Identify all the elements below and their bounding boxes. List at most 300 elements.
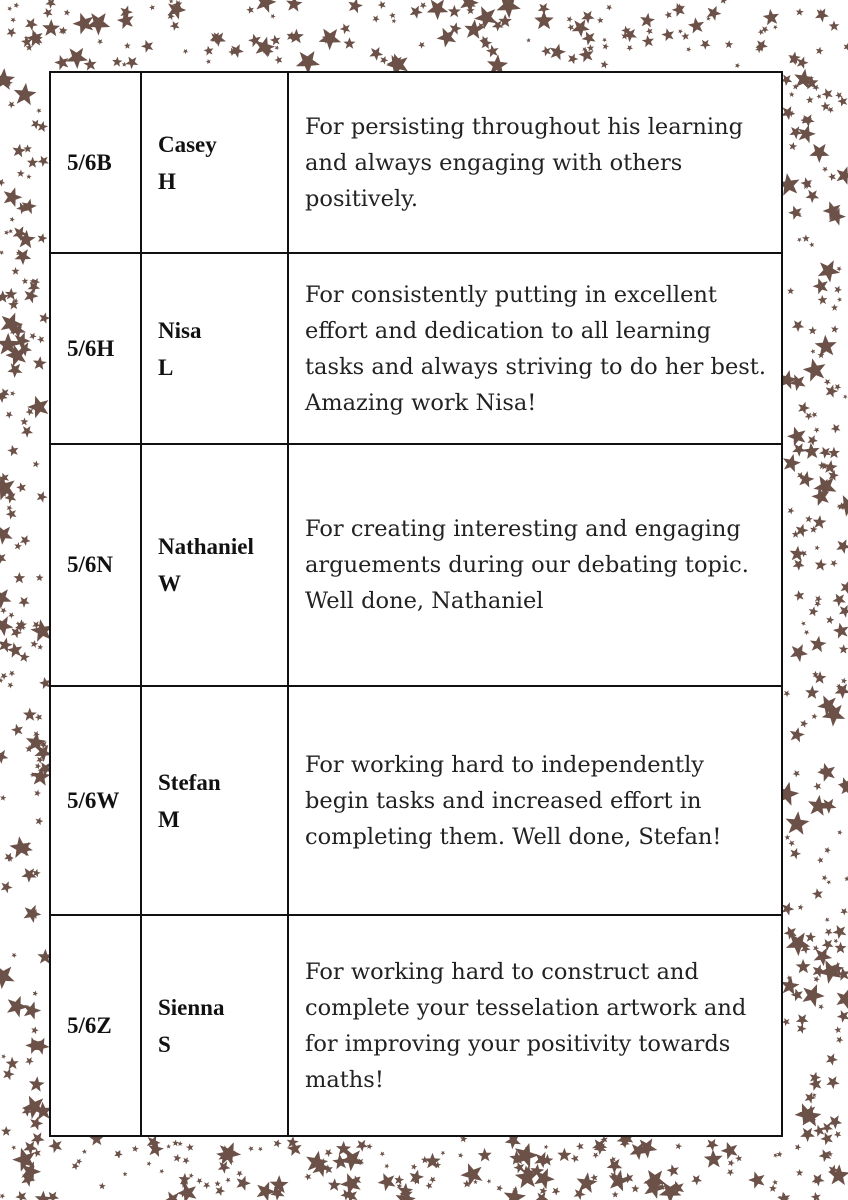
star-decoration [380,56,388,65]
star-decoration [568,53,579,64]
star-decoration [727,1169,734,1176]
star-decoration [796,1014,809,1026]
star-decoration [831,325,839,333]
star-decoration [801,621,806,626]
star-decoration [76,1159,82,1165]
star-decoration [206,59,211,64]
star-decoration [14,542,22,550]
star-decoration [429,1177,436,1184]
star-decoration [8,612,14,618]
star-decoration [325,1149,333,1157]
star-decoration [7,6,12,11]
star-decoration [367,1143,373,1149]
star-decoration [590,1174,598,1182]
star-decoration [19,652,30,663]
star-decoration [790,848,801,860]
star-decoration [789,92,795,98]
star-decoration [837,830,842,835]
star-decoration [782,1018,790,1026]
star-decoration [735,63,740,69]
star-decoration [54,55,68,70]
star-decoration [603,43,610,50]
star-decoration [5,288,18,300]
star-decoration [783,690,790,697]
star-decoration [816,47,824,55]
star-decoration [830,560,837,567]
star-decoration [841,678,847,684]
star-decoration [526,38,531,43]
star-decoration [196,1178,202,1184]
star-decoration [790,644,808,662]
star-decoration [816,94,821,99]
star-decoration [700,40,711,50]
star-decoration [840,908,848,916]
star-decoration [811,1192,821,1200]
star-decoration [0,553,6,565]
star-decoration [773,25,778,30]
star-decoration [797,238,802,243]
star-decoration [270,35,281,46]
star-decoration [21,426,33,438]
star-decoration [837,297,842,302]
star-decoration [411,1164,417,1170]
student-name-cell [141,915,288,1136]
star-decoration [814,948,833,967]
star-decoration [7,363,22,378]
star-decoration [8,101,15,108]
star-decoration [728,1159,735,1166]
star-decoration [793,559,805,571]
star-decoration [378,1,386,9]
star-decoration [97,39,103,45]
star-decoration [36,108,41,113]
star-decoration [812,1174,825,1187]
star-decoration [169,0,174,3]
star-decoration [672,3,685,17]
star-decoration [784,834,790,840]
star-decoration [478,1148,492,1162]
star-decoration [7,996,28,1018]
star-decoration [808,326,817,334]
student-first-name: Casey [158,131,217,157]
award-reason: For persisting throughout his learning and always engaging with others positively. [288,72,782,253]
star-decoration [274,56,282,64]
star-decoration [20,418,28,426]
star-decoration [815,8,829,22]
star-decoration [64,9,71,16]
star-decoration [392,19,397,24]
star-decoration [646,28,653,35]
star-decoration [796,8,804,16]
star-decoration [661,28,674,41]
star-decoration [287,1141,302,1156]
star-decoration [544,1145,549,1150]
star-decoration [835,684,848,699]
star-decoration [790,727,805,742]
award-row [50,444,782,686]
star-decoration [328,1178,341,1191]
star-decoration [814,976,820,983]
star-decoration [166,1144,171,1149]
star-decoration [37,336,44,344]
star-decoration [38,233,48,243]
star-decoration [798,402,810,414]
star-decoration [821,101,831,111]
star-decoration [809,144,829,163]
star-decoration [820,1132,833,1145]
star-decoration [0,1193,5,1199]
award-table [49,71,783,1137]
star-decoration [804,630,810,636]
star-decoration [35,714,42,722]
student-name-cell [141,444,288,686]
star-decoration [835,942,847,954]
star-decoration [800,720,808,728]
star-decoration [813,515,827,529]
star-decoration [99,1183,106,1190]
class-cell: 5/6W [50,686,141,915]
star-decoration [550,44,566,61]
star-decoration [806,190,820,203]
star-decoration [497,1185,504,1192]
star-decoration [385,1164,390,1169]
star-decoration [627,45,634,51]
star-decoration [27,157,39,168]
star-decoration [5,411,13,419]
star-decoration [834,384,841,391]
star-decoration [410,6,423,19]
star-decoration [789,142,797,150]
star-decoration [667,1164,679,1177]
star-decoration [0,525,13,544]
star-decoration [837,166,848,184]
star-decoration [4,853,13,862]
star-decoration [34,790,41,797]
star-decoration [30,1117,43,1131]
student-first-name: Stefan [158,769,221,795]
star-decoration [787,427,806,447]
star-decoration [814,601,821,608]
class-cell: 5/6N [50,444,141,686]
student-name-cell [141,253,288,444]
star-decoration [829,21,840,31]
star-decoration [567,16,573,22]
star-decoration [813,278,828,294]
star-decoration [15,1191,27,1200]
star-decoration [822,167,828,173]
student-first-name: Nisa [158,317,202,343]
star-decoration [806,96,814,103]
star-decoration [802,234,810,242]
student-first-name: Nathaniel [158,534,254,559]
star-decoration [792,320,804,332]
star-decoration [214,1180,220,1186]
star-decoration [822,939,834,951]
star-decoration [246,6,254,14]
star-decoration [7,445,18,456]
star-decoration [1,1126,11,1136]
star-decoration [26,174,31,179]
star-decoration [534,1152,550,1168]
star-decoration [23,144,32,152]
star-decoration [602,38,607,43]
star-decoration [72,1162,80,1170]
star-decoration [122,1171,127,1176]
star-decoration [37,121,48,132]
star-decoration [36,817,44,825]
star-decoration [189,1173,194,1178]
star-decoration [832,594,846,607]
star-decoration [31,640,39,648]
star-decoration [686,47,691,52]
star-decoration [1,1054,6,1059]
star-decoration [35,763,41,770]
star-decoration [813,782,821,790]
star-decoration [582,31,596,45]
star-decoration [29,1076,45,1092]
star-decoration [826,1053,838,1065]
award-row [50,253,782,444]
star-decoration [805,515,813,523]
star-decoration [23,708,37,721]
star-decoration [236,1171,243,1177]
star-decoration [20,535,31,546]
star-decoration [793,770,801,778]
star-decoration [557,1148,571,1162]
student-initial: L [158,354,174,380]
star-decoration [43,8,53,18]
star-decoration [487,1179,492,1184]
star-decoration [218,1161,231,1174]
star-decoration [29,333,36,340]
star-decoration [248,1146,254,1152]
star-decoration [812,713,818,719]
star-decoration [87,13,111,35]
star-decoration [706,16,711,21]
star-decoration [836,1036,843,1043]
star-decoration [114,1150,122,1158]
star-decoration [124,42,131,49]
star-decoration [274,1139,282,1148]
star-decoration [781,106,795,120]
star-decoration [183,1157,190,1164]
star-decoration [203,1182,211,1189]
star-decoration [788,507,795,514]
star-decoration [826,616,834,624]
star-decoration [37,491,48,502]
student-name-cell [141,686,288,915]
star-decoration [437,28,457,48]
star-decoration [815,545,820,550]
star-decoration [803,443,820,459]
star-decoration [782,902,795,915]
star-decoration [348,0,363,13]
star-decoration [474,6,497,29]
star-decoration [839,605,848,618]
star-decoration [834,1131,841,1138]
star-decoration [814,427,820,433]
award-row [50,686,782,915]
star-decoration [24,289,38,304]
star-decoration [789,374,805,391]
star-decoration [372,15,380,22]
star-decoration [36,574,44,582]
star-decoration [183,49,189,54]
star-decoration [159,1169,164,1174]
star-decoration [256,0,277,13]
star-decoration [810,636,827,653]
star-decoration [807,435,818,446]
star-decoration [720,0,727,4]
star-decoration [270,14,275,19]
star-decoration [834,286,842,294]
star-decoration [466,6,474,14]
class-cell: 5/6B [50,72,141,253]
star-decoration [788,206,802,220]
star-decoration [606,5,612,11]
star-decoration [427,0,449,20]
student-first-name: Sienna [158,994,225,1020]
star-decoration [112,57,122,67]
star-decoration [448,5,461,17]
star-decoration [0,250,4,255]
star-decoration [45,0,56,9]
star-decoration [33,461,40,468]
star-decoration [125,57,138,70]
star-decoration [833,623,848,639]
student-initial: H [158,168,176,194]
star-decoration [286,0,302,12]
star-decoration [832,925,846,939]
star-decoration [258,1147,263,1152]
class-cell: 5/6Z [50,915,141,1136]
star-decoration [177,1141,182,1146]
star-decoration [844,43,848,51]
star-decoration [215,1186,225,1196]
star-decoration [612,1191,619,1198]
star-decoration [173,1154,181,1162]
star-decoration [798,904,804,910]
star-decoration [4,187,23,207]
star-decoration [822,875,828,881]
star-decoration [777,1151,783,1157]
star-decoration [809,242,814,248]
star-decoration [6,509,17,520]
star-decoration [826,880,831,885]
star-decoration [640,13,655,28]
star-decoration [786,811,810,835]
star-decoration [3,1068,15,1080]
star-decoration [675,1143,682,1150]
star-decoration [601,60,609,68]
star-decoration [141,40,153,53]
star-decoration [665,11,672,19]
star-decoration [812,888,823,899]
star-decoration [10,217,15,222]
star-decoration [706,1139,719,1152]
star-decoration [826,1076,839,1089]
star-decoration [748,1171,765,1188]
star-decoration [149,5,155,11]
star-decoration [11,953,17,958]
star-decoration [0,589,12,609]
star-decoration [787,287,794,294]
star-decoration [805,932,816,942]
star-decoration [22,278,29,285]
star-decoration [805,685,819,699]
star-decoration [380,1151,385,1156]
star-decoration [571,1154,579,1162]
star-decoration [688,17,704,33]
star-decoration [319,29,342,51]
star-decoration [48,1139,62,1153]
star-decoration [394,1175,404,1185]
star-decoration [772,1179,778,1185]
star-decoration [14,2,20,8]
star-decoration [170,21,180,31]
star-decoration [788,840,795,847]
star-decoration [534,11,554,30]
star-decoration [815,559,827,571]
star-decoration [576,1142,584,1150]
star-decoration [828,470,839,481]
star-decoration [841,581,848,594]
star-decoration [420,2,427,9]
star-decoration [808,795,829,816]
star-decoration [186,1143,194,1151]
star-decoration [844,876,848,882]
star-decoration [828,1115,842,1129]
star-decoration [369,47,383,61]
star-decoration [73,13,94,35]
student-initial: W [158,571,181,596]
star-decoration [819,447,831,459]
star-decoration [642,35,654,47]
star-decoration [440,1151,445,1156]
student-initial: S [158,1031,171,1057]
star-decoration [0,795,6,801]
star-decoration [236,1176,251,1191]
star-decoration [809,606,819,616]
star-decoration [631,1185,639,1193]
star-decoration [14,572,26,583]
star-decoration [460,1163,482,1186]
star-decoration [825,847,831,854]
star-decoration [796,1169,803,1176]
star-decoration [721,1142,738,1160]
star-decoration [172,1140,179,1147]
star-decoration [16,482,26,492]
star-decoration [204,46,214,56]
star-decoration [834,1026,841,1033]
star-decoration [10,391,15,397]
star-decoration [843,395,848,400]
star-decoration [25,1057,34,1065]
star-decoration [805,413,813,421]
star-decoration [810,349,815,354]
star-decoration [225,1178,231,1183]
star-decoration [389,12,396,19]
star-decoration [33,991,39,997]
star-decoration [1,881,13,893]
star-decoration [15,249,32,265]
star-decoration [340,1173,361,1194]
star-decoration [587,44,595,51]
star-decoration [38,644,44,650]
star-decoration [7,682,13,688]
star-decoration [725,40,733,48]
star-decoration [0,616,13,636]
